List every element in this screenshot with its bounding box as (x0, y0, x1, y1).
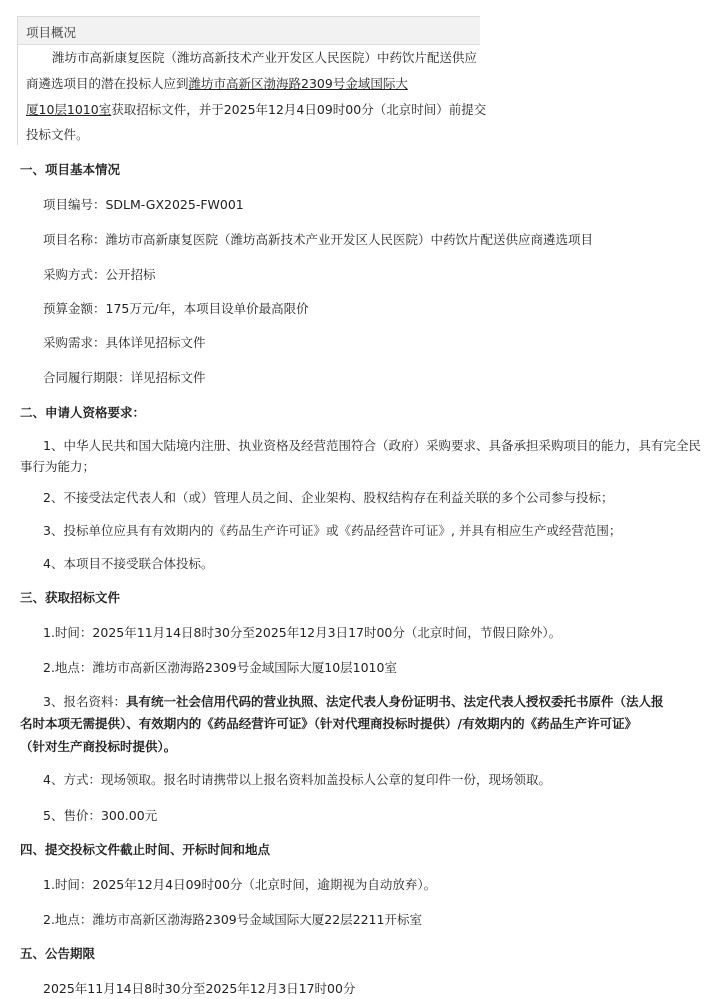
address-link[interactable]: 潍坊市高新区渤海路2309号金域国际大 (188, 76, 408, 91)
registration-text-cont: 名时本项无需提供）、有效期内的《药品经营许可证》（针对代理商投标时提供）/有效期内的《药品生产许可证》 (20, 716, 638, 731)
overview-title: 项目概况 (26, 25, 77, 40)
section-2-heading: 二、申请人资格要求： (20, 405, 146, 420)
procurement-requirement: 采购需求：具体详见招标文件 (43, 335, 206, 350)
section-3-heading: 三、获取招标文件 (20, 590, 121, 605)
registration-materials (43, 692, 663, 710)
qualification-1-cont: 事行为能力； (20, 459, 96, 474)
procurement-method: 采购方式：公开招标 (43, 267, 156, 282)
registration-label: 3、报名资料： (43, 694, 126, 709)
registration-text: 具有统一社会信用代码的营业执照、法定代表人身份证明书、法定代表人授权委托书原件（法人报 (125, 694, 664, 709)
overview-line-2 (26, 74, 408, 92)
qualification-3: 3、投标单位应具有有效期内的《药品生产许可证》或《药品经营许可证》, 并具有相应生产或经营范围； (43, 523, 622, 538)
registration-text-end: （针对生产商投标时提供）。 (20, 739, 177, 754)
overview-text: 获取招标文件，并于2025年12月4日09时00分（北京时间）前提交 (111, 102, 487, 117)
section-4-heading: 四、提交投标文件截止时间、开标时间和地点 (20, 842, 271, 857)
obtain-place: 2.地点：潍坊市高新区渤海路2309号金域国际大厦10层1010室 (43, 660, 397, 675)
obtain-time: 1.时间：2025年11月14日8时30分至2025年12月3日17时00分（北京时间，节假日除外）。 (43, 625, 562, 640)
project-name: 项目名称：潍坊市高新康复医院（潍坊高新技术产业开发区人民医院）中药饮片配送供应商遴选项目 (43, 232, 594, 247)
overview-line-4: 投标文件。 (26, 127, 89, 142)
section-5-heading: 五、公告期限 (20, 946, 96, 961)
submission-time: 1.时间：2025年12月4日09时00分（北京时间，逾期视为自动放弃）。 (43, 877, 437, 892)
submission-place: 2.地点：潍坊市高新区渤海路2309号金域国际大厦22层2211开标室 (43, 912, 422, 927)
section-1-heading: 一、项目基本情况 (20, 162, 121, 177)
project-overview-box (17, 16, 487, 145)
obtain-method: 4、方式：现场领取。报名时请携带以上报名资料加盖投标人公章的复印件一份，现场领取。 (43, 772, 551, 787)
overview-line-1: 潍坊市高新康复医院（潍坊高新技术产业开发区人民医院）中药饮片配送供应 (52, 50, 478, 65)
project-number: 项目编号：SDLM-GX2025-FW001 (43, 197, 244, 212)
overview-header (18, 17, 480, 45)
overview-line-3 (26, 100, 486, 118)
address-link-cont[interactable]: 厦10层1010室 (26, 102, 112, 117)
announcement-period: 2025年11月14日8时30分至2025年12月3日17时00分 (43, 981, 356, 996)
sale-price: 5、售价：300.00元 (43, 808, 158, 823)
budget-amount: 预算金额：175万元/年，本项目设单价最高限价 (43, 301, 309, 316)
overview-text: 商遴选项目的潜在投标人应到 (26, 76, 189, 91)
qualification-1: 1、中华人民共和国大陆境内注册、执业资格及经营范围符合（政府）采购要求、具备承担采购项目的能力，具有完全民 (43, 438, 701, 453)
qualification-2: 2、不接受法定代表人和（或）管理人员之间、企业架构、股权结构存在利益关联的多个公司参与投标； (43, 490, 614, 505)
qualification-4: 4、本项目不接受联合体投标。 (43, 556, 214, 571)
contract-period: 合同履行期限：详见招标文件 (43, 370, 206, 385)
